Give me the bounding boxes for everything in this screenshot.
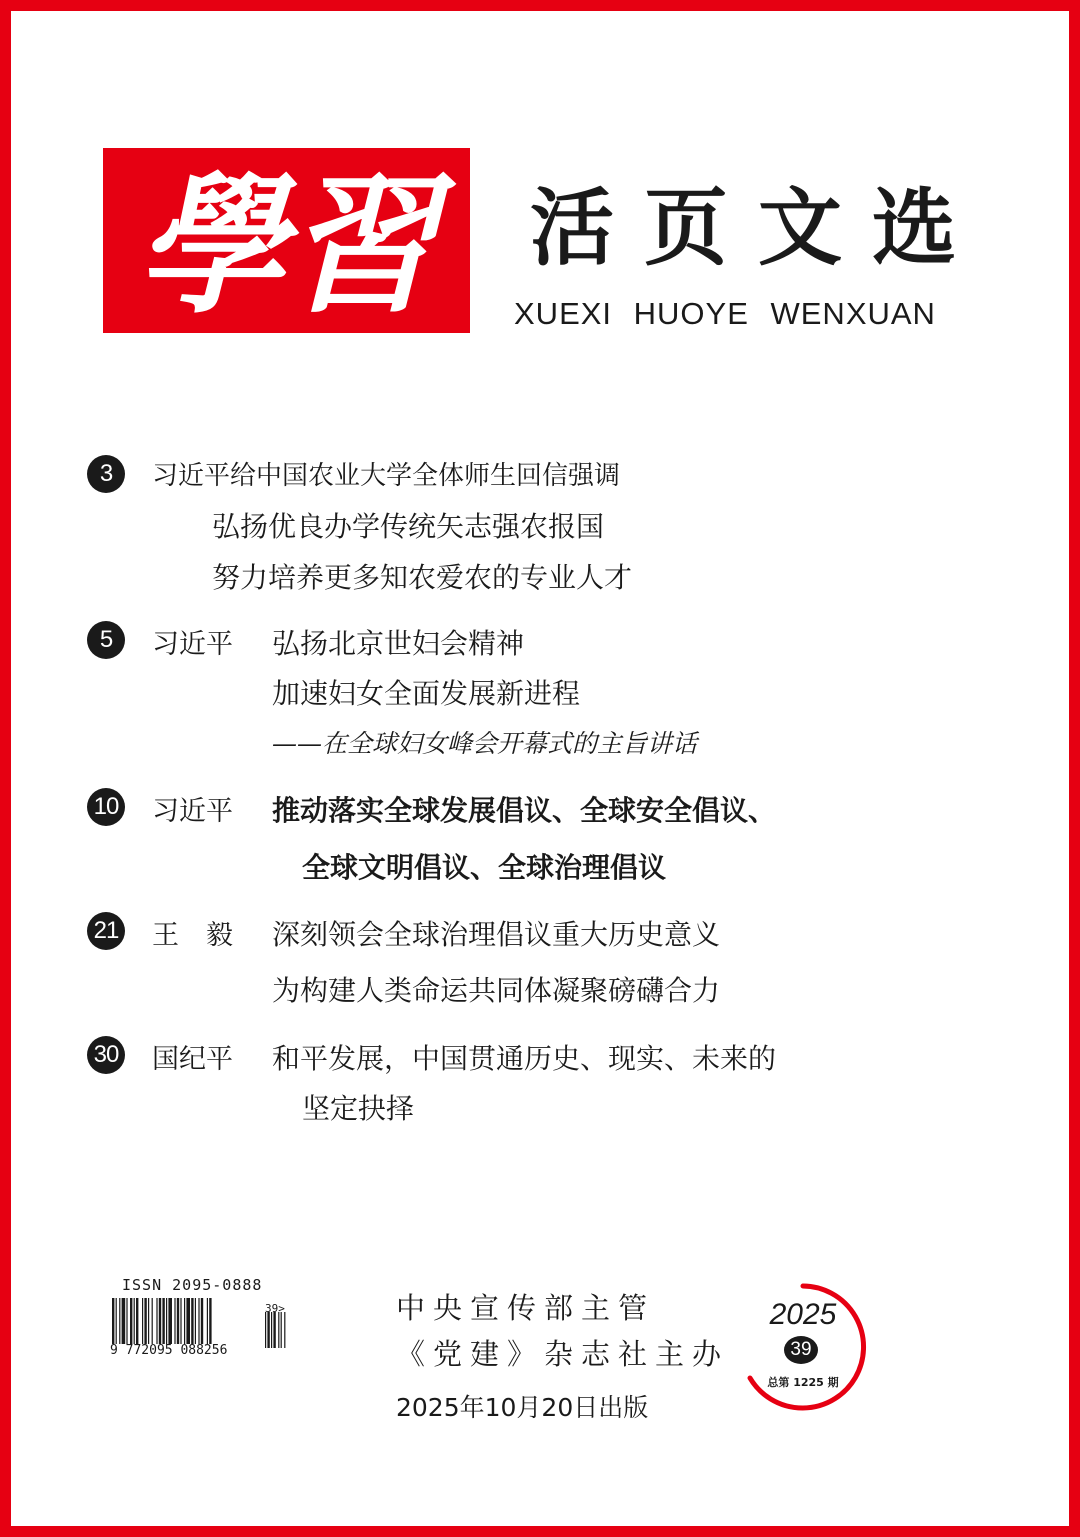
barcode-number: 9 772095 088256 [110,1343,228,1358]
barcode-bar [148,1298,149,1344]
barcode-bar [142,1298,143,1344]
barcode-addon-bar [265,1312,266,1348]
barcode-addon: 39> [265,1302,285,1315]
barcode-addon-bar [271,1312,272,1348]
barcode-bar [186,1298,190,1344]
barcode-addon-bar [273,1312,275,1348]
page-number-badge: 21 [87,912,125,950]
calligraphy-logo [103,148,470,333]
logo-block [103,148,470,333]
barcode-bar [166,1298,167,1344]
toc-line: 努力培养更多知农爱农的专业人才 [212,561,633,594]
barcode-addon-bar [281,1312,282,1348]
barcode-bar [136,1298,138,1344]
barcode-bar [152,1298,153,1344]
page-number-badge: 10 [87,788,125,826]
barcode-bar [168,1298,172,1344]
barcode-bar [119,1298,120,1344]
issue-year: 2025 [769,1298,837,1331]
barcode-bar [198,1298,199,1344]
toc-line: 弘扬优良办学传统矢志强农报国 [212,510,605,543]
barcode-bar [174,1298,175,1344]
barcode-bar [162,1298,164,1344]
page-number-badge: 5 [87,621,125,659]
barcode-bar [207,1298,208,1344]
barcode-bar [126,1298,127,1344]
barcode-bar [116,1298,117,1344]
toc-author: 国纪平 [152,1044,233,1075]
toc-author: 习近平 [152,629,233,660]
barcode-bar [201,1298,203,1344]
masthead-pinyin: XUEXI HUOYE WENXUAN [514,296,936,331]
publisher-line: 中央宣传部主管 [396,1291,656,1325]
toc-subtitle: ——在全球妇女峰会开幕式的主旨讲话 [272,729,698,758]
barcode-bar [134,1298,135,1344]
toc-line: 和平发展，中国贯通历史、现实、未来的 [272,1042,777,1075]
barcode-bar [159,1298,161,1344]
barcode-bar [156,1298,157,1344]
barcode-addon-bar [284,1312,285,1348]
publish-date: 2025年10月20日出版 [396,1393,649,1422]
barcode-bar [180,1298,181,1344]
toc-line: 深刻领会全球治理倡议重大历史意义 [272,918,721,951]
toc-line: 加速妇女全面发展新进程 [272,677,581,710]
toc-line: 推动落实全球发展倡议、全球安全倡议、 [272,794,777,827]
issue-badge [736,1280,870,1414]
barcode-addon-bar [267,1312,269,1348]
barcode-bar [177,1298,179,1344]
toc-line: 习近平给中国农业大学全体师生回信强调 [152,461,621,491]
masthead-title: 活页文选 [530,178,987,277]
barcode-bar [184,1298,185,1344]
toc-line: 为构建人类命运共同体凝聚磅礴合力 [272,974,721,1007]
issn-label: ISSN 2095-0888 [122,1276,263,1294]
page-number-badge: 3 [87,455,125,493]
toc-line: 弘扬北京世妇会精神 [272,627,525,660]
issue-total: 总第 1225 期 [767,1376,839,1389]
page-number-badge: 30 [87,1036,125,1074]
barcode-bar [122,1298,126,1344]
barcode-bar [191,1298,193,1344]
barcode-bar [209,1298,211,1344]
toc-line: 全球文明倡议、全球治理倡议 [302,851,667,884]
toc-author: 习近平 [152,796,233,827]
barcode-bar [195,1298,196,1344]
publisher-line: 《党建》杂志社主办 [396,1337,730,1371]
issue-number: 39 [784,1336,818,1364]
barcode-bar [130,1298,132,1344]
barcode [110,1276,310,1366]
barcode-bar [112,1298,114,1344]
barcode-bar [144,1298,146,1344]
logo-text: 學習 [135,158,437,333]
toc-author: 王 毅 [152,920,233,951]
barcode-addon-bar [278,1312,279,1348]
toc-line: 坚定抉择 [302,1092,415,1125]
